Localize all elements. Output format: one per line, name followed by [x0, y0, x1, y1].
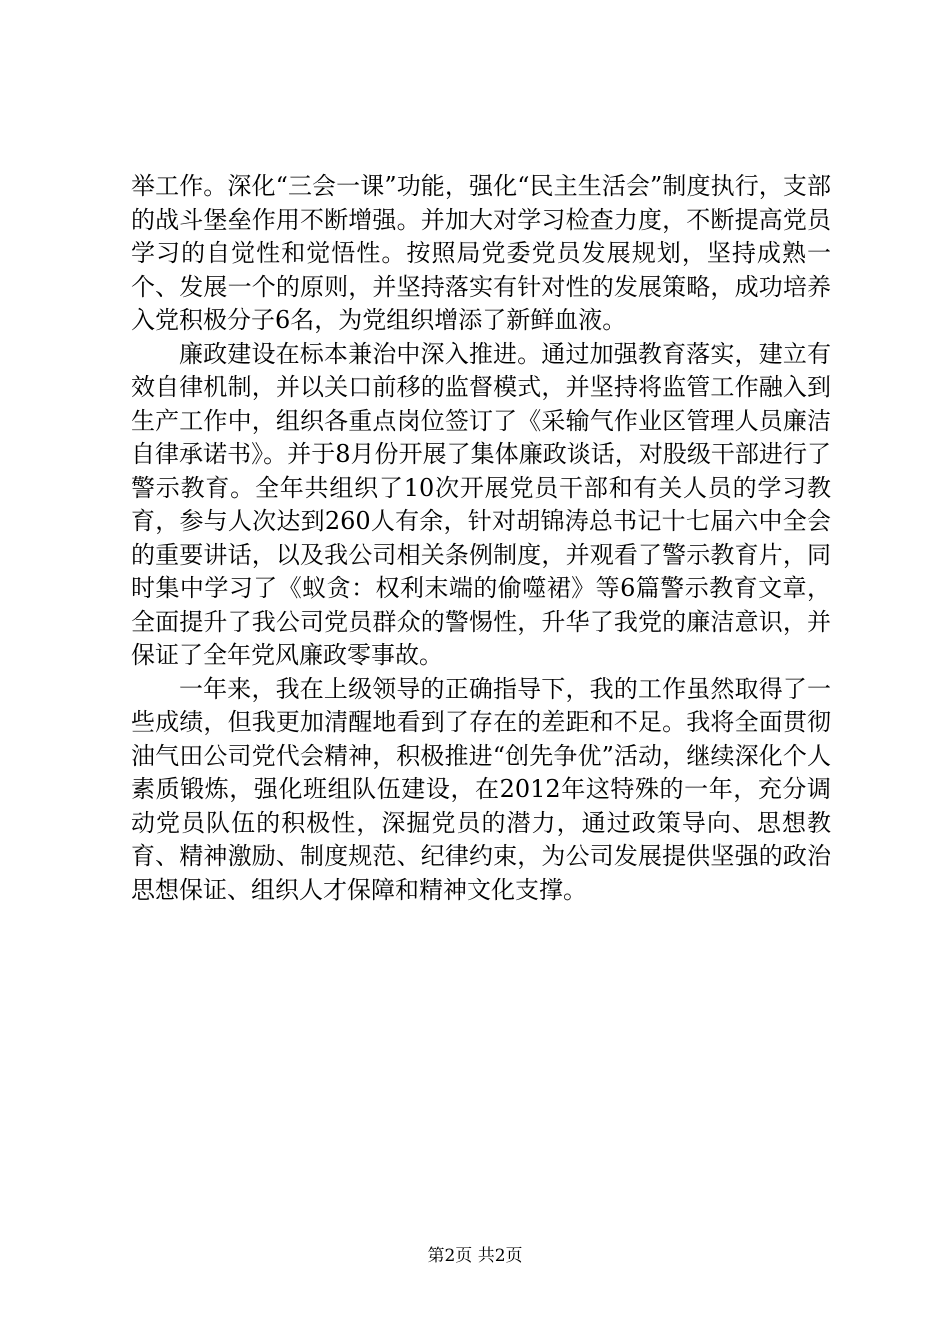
document-body	[131, 170, 831, 907]
page-number-footer: 第2页 共2页	[427, 1246, 523, 1266]
paragraph-continuation: 举工作。深化“三会一课”功能，强化“民主生活会”制度执行，支部的战斗堡垒作用不断增强。并加大对学习检查力度，不断提高党员学习的自觉性和觉悟性。按照局党委党员发展规划，坚持成熟一个、发展一个的原则，并坚持落实有针对性的发展策略，成功培养入党积极分子6名，为党组织增添了新鲜血液。	[131, 172, 831, 334]
paragraph-integrity-building: 廉政建设在标本兼治中深入推进。通过加强教育落实，建立有效自律机制，并以关口前移的监督模式，并坚持将监管工作融入到生产工作中，组织各重点岗位签订了《采输气作业区管理人员廉洁自律承诺书》。并于8月份开展了集体廉政谈话，对股级干部进行了警示教育。全年共组织了10次开展党员干部和有关人员的学习教育，参与人次达到260人有余，针对胡锦涛总书记十七届六中全会的重要讲话，以及我公司相关条例制度，并观看了警示教育片，同时集中学习了《蚁贪：权利末端的偷噬裙》等6篇警示教育文章，全面提升了我公司党员群众的警惕性，升华了我党的廉洁意识，并保证了全年党风廉政零事故。	[131, 339, 831, 669]
paragraph-summary: 一年来，我在上级领导的正确指导下，我的工作虽然取得了一些成绩，但我更加清醒地看到了存在的差距和不足。我将全面贯彻油气田公司党代会精神，积极推进“创先争优”活动，继续深化个人素质锻炼，强化班组队伍建设，在2012年这特殊的一年，充分调动党员队伍的积极性，深掘党员的潜力，通过政策导向、思想教育、精神激励、制度规范、纪律约束，为公司发展提供坚强的政治思想保证、组织人才保障和精神文化支撑。	[131, 674, 831, 904]
